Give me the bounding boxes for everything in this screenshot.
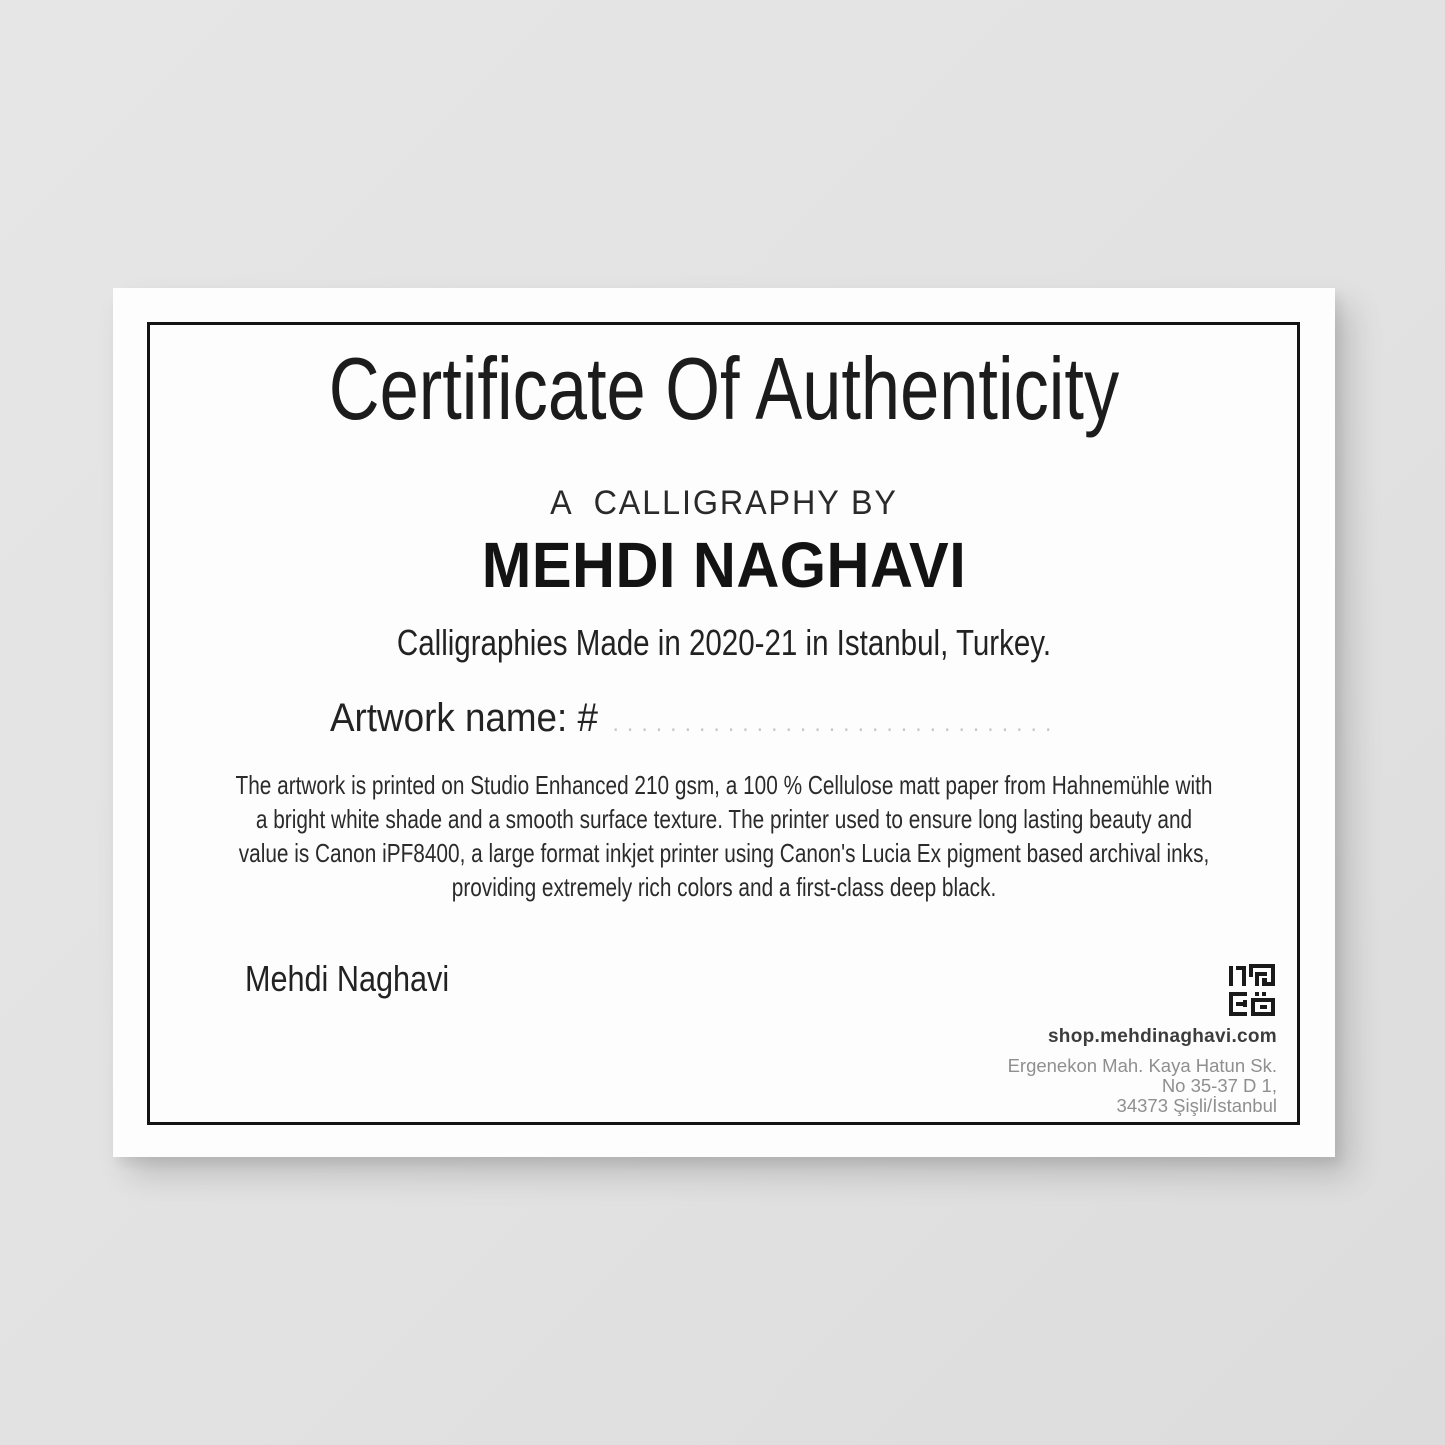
certificate-card [113,288,1335,1157]
shop-website-url: shop.mehdinaghavi.com [1047,1026,1277,1047]
footer-contact-block [1008,964,1277,1116]
artist-name: MEHDI NAGHAVI [481,529,967,601]
body-line-3: value is Canon iPF8400, a large format inkjet printer using Canon's Lucia Ex pigment based archival inks, [238,838,1210,868]
body-line-4: providing extremely rich colors and a first-class deep black. [451,872,997,902]
kufic-logo-wrap [1008,964,1277,1016]
certificate-subtitle: Calligraphies Made in 2020-21 in Istanbul, Turkey. [396,622,1052,663]
address-block [1008,1056,1277,1116]
certificate-title: Certificate Of Authenticity [328,339,1120,438]
kufic-square-logo-icon [1229,964,1277,1016]
address-line-3: 34373 Şişli/İstanbul [1116,1095,1277,1116]
artwork-name-fill-in-dots: ............................... [612,710,1060,737]
artist-signature-text: Mehdi Naghavi [245,958,450,999]
certificate-byline: A CALLIGRAPHY BY [550,484,898,522]
artwork-name-row [330,696,1060,741]
certificate-body-paragraph [113,768,1335,904]
body-line-1: The artwork is printed on Studio Enhanced 210 gsm, a 100 % Cellulose matt paper from Hahnemühle with [235,770,1213,800]
body-line-2: a bright white shade and a smooth surface texture. The printer used to ensure long lasting beauty and [255,804,1193,834]
address-line-2: No 35-37 D 1, [1161,1075,1277,1096]
artwork-name-label: Artwork name: # [330,696,598,740]
address-line-1: Ergenekon Mah. Kaya Hatun Sk. [1007,1055,1277,1076]
